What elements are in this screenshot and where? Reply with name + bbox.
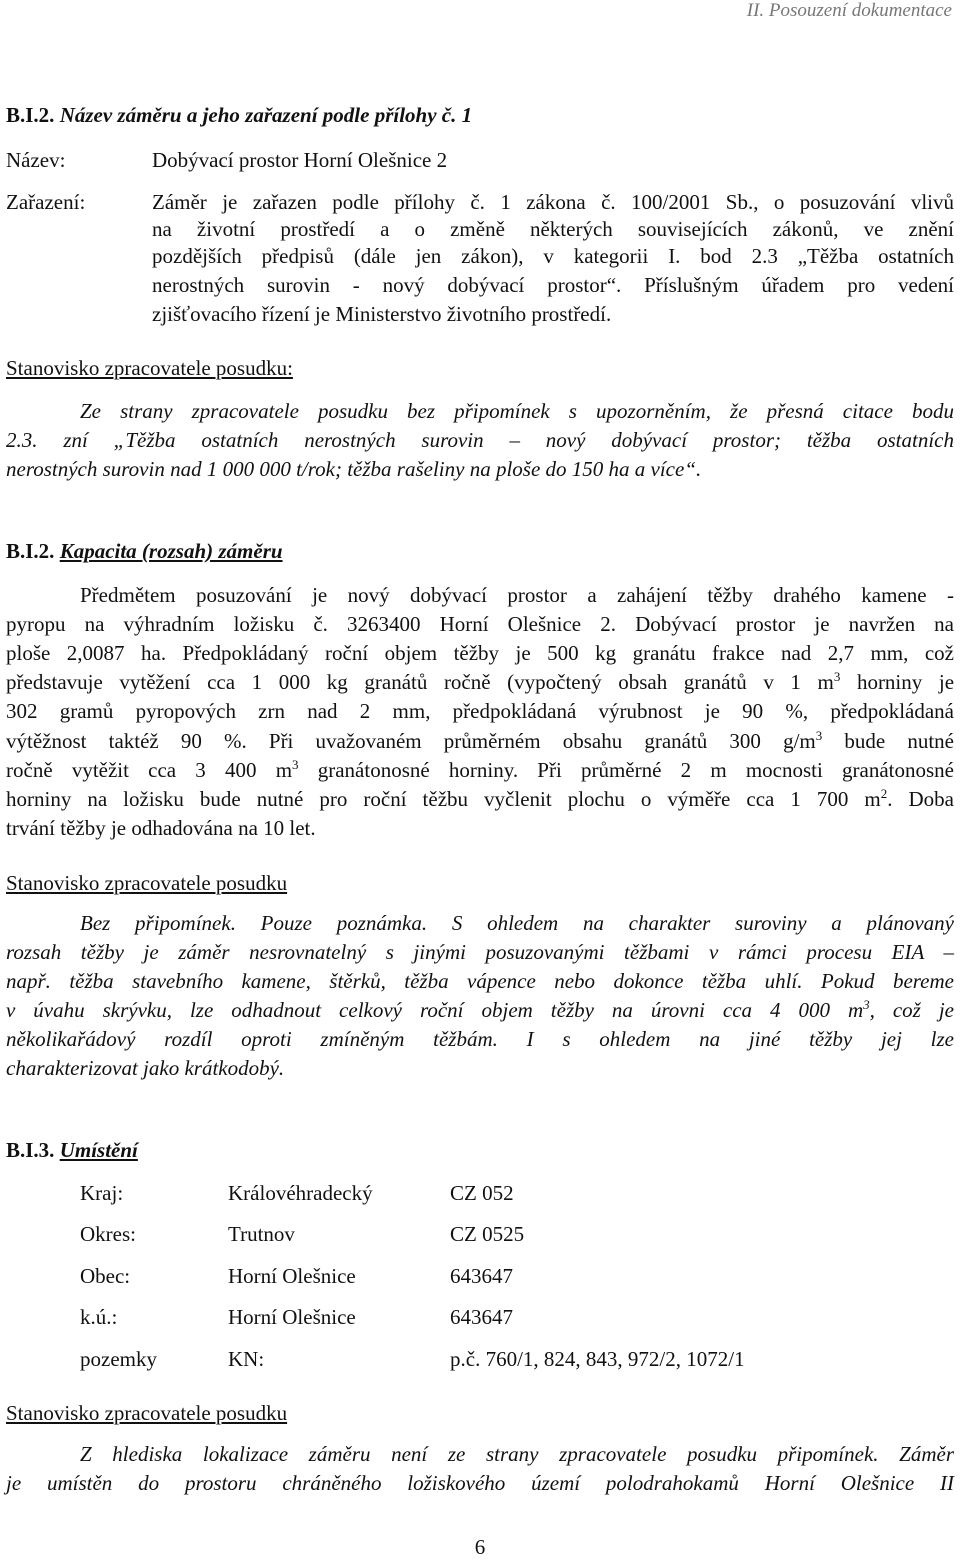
note-line: např. těžba stavebního kamene, štěrků, těžba vápence nebo dokonce těžba uhlí. Pokud bereme — [6, 969, 954, 993]
note-line: v úvahu skrývku, lze odhadnout celkový roční objem těžby na úrovni cca 4 000 $m^3$, což je — [6, 997, 954, 1022]
body-line: pyropu na výhradním ložisku č. 3263400 Horní Olešnice 2. Dobývací prostor je navržen na — [6, 612, 954, 636]
location-value: KN: — [228, 1347, 265, 1371]
stanovisko-text: 2.3. zní „Těžba ostatních nerostných surovin – nový dobývací prostor; těžba ostatních — [6, 428, 954, 452]
stanovisko-text: Ze strany zpracovatele posudku bez připomínek s upozorněním, že přesná citace bodu — [80, 399, 954, 423]
location-value: Horní Olešnice — [228, 1264, 356, 1288]
body-line: 302 gramů pyropových zrn nad 2 mm, předpokládaná výrubnost je 90 %, předpokládaná — [6, 699, 954, 723]
zarazeni-line: na životní prostředí a o změně některých souvisejících zákonů, ve znění — [152, 217, 954, 241]
heading-number: B.I.2. — [6, 103, 55, 127]
section-heading — [6, 538, 283, 564]
heading-title: Název záměru a jeho zařazení podle přílohy č. 1 — [59, 103, 473, 127]
heading-number: B.I.2. — [6, 539, 55, 563]
stanovisko-label: Stanovisko zpracovatele posudku: — [6, 356, 293, 380]
heading-title: Kapacita (rozsah) záměru — [59, 539, 283, 563]
nazev-value: Dobývací prostor Horní Olešnice 2 — [152, 148, 448, 172]
running-header: II. Posouzení dokumentace — [746, 0, 952, 21]
location-value: Královéhradecký — [228, 1181, 373, 1205]
body-line: Předmětem posuzování je nový dobývací prostor a zahájení těžby drahého kamene - — [80, 583, 954, 607]
zarazeni-line: Záměr je zařazen podle přílohy č. 1 zákona č. 100/2001 Sb., o posuzování vlivů — [152, 190, 954, 214]
zarazeni-line: pozdějších předpisů (dále jen zákon), v kategorii I. bod 2.3 „Těžba ostatních — [152, 244, 954, 268]
zarazeni-line: zjišťovacího řízení je Ministerstvo životního prostředí. — [152, 302, 612, 326]
location-code: 643647 — [450, 1264, 513, 1288]
location-label: pozemky — [80, 1347, 157, 1371]
zarazeni-line: nerostných surovin - nový dobývací prostor“. Příslušným úřadem pro vedení — [152, 273, 954, 297]
zarazeni-label: Zařazení: — [6, 190, 86, 214]
location-code: CZ 0525 — [450, 1222, 525, 1246]
location-label: k.ú.: — [80, 1305, 118, 1329]
location-code: 643647 — [450, 1305, 513, 1329]
section-heading — [6, 102, 472, 128]
note-line: Bez připomínek. Pouze poznámka. S ohledem na charakter suroviny a plánovaný — [80, 911, 954, 935]
stanovisko-label: Stanovisko zpracovatele posudku — [6, 871, 288, 895]
heading-number: B.I.3. — [6, 1138, 55, 1162]
location-label: Okres: — [80, 1222, 136, 1246]
note-line: rozsah těžby je záměr nesrovnatelný s jinými posuzovanými těžbami v rámci procesu EIA – — [6, 940, 954, 964]
note-line: několikařádový rozdíl oproti zmíněným těžbám. I s ohledem na jiné těžby jej lze — [6, 1027, 954, 1051]
note-line: charakterizovat jako krátkodobý. — [6, 1056, 285, 1080]
body-line: trvání těžby je odhadována na 10 let. — [6, 816, 316, 840]
nazev-label: Název: — [6, 148, 66, 172]
stanovisko-label: Stanovisko zpracovatele posudku — [6, 1401, 288, 1425]
final-line: je umístěn do prostoru chráněného ložiskového území polodrahokamů Horní Olešnice II — [6, 1471, 954, 1495]
page-number: 6 — [474, 1535, 486, 1559]
location-code: CZ 052 — [450, 1181, 514, 1205]
body-line: ročně vytěžit cca 3 400 $m^3$ granátonosné horniny. Při průměrné 2 m mocnosti granátonosné — [6, 757, 954, 782]
location-value: Horní Olešnice — [228, 1305, 356, 1329]
location-label: Obec: — [80, 1264, 131, 1288]
body-line: představuje vytěžení cca 1 000 kg granátů ročně (vypočtený obsah granátů v 1 $m^3$ horniny je — [6, 669, 955, 694]
body-line: výtěžnost taktéž 90 %. Při uvažovaném průměrném obsahu granátů 300 $g/m^3$ bude nutné — [6, 728, 954, 753]
stanovisko-text: nerostných surovin nad 1 000 000 t/rok; těžba rašeliny na ploše do 150 ha a více“. — [6, 457, 702, 481]
body-line: ploše 2,0087 ha. Předpokládaný roční objem těžby je 500 kg granátu frakce nad 2,7 mm, což — [6, 641, 954, 665]
body-line: horniny na ložisku bude nutné pro roční těžbu vyčlenit plochu o výměře cca 1 700 $m^2$. Doba — [6, 786, 954, 811]
location-value: Trutnov — [228, 1222, 295, 1246]
section-heading — [6, 1137, 138, 1163]
location-label: Kraj: — [80, 1181, 124, 1205]
heading-title: Umístění — [59, 1138, 138, 1162]
location-code: p.č. 760/1, 824, 843, 972/2, 1072/1 — [450, 1347, 745, 1371]
final-line: Z hlediska lokalizace záměru není ze strany zpracovatele posudku připomínek. Záměr — [80, 1442, 954, 1466]
